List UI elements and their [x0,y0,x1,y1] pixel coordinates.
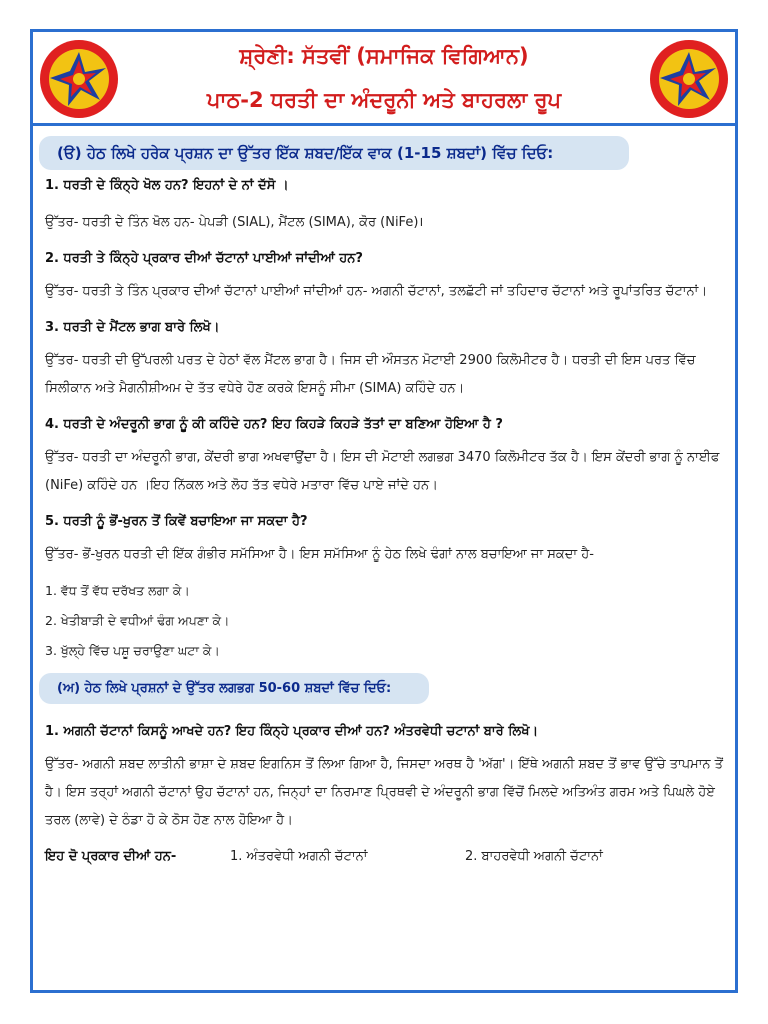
type-extrusive: 2. ਬਾਹਰਵੇਧੀ ਅਗਨੀ ਚੱਟਾਨਾਂ [465,849,603,864]
page-header [33,32,735,126]
answer-5: ਉੱਤਰ- ਭੋਂ-ਖੁਰਨ ਧਰਤੀ ਦੀ ਇੱਕ ਗੰਭੀਰ ਸਮੱਸਿਆ ਹੈ। ਇਸ ਸਮੱਸਿਆ ਨੂੰ ਹੇਠ ਲਿਖੇ ਢੰਗਾਂ ਨਾਲ ਬਚਾਇਆ ਜਾ ਸਕਦਾ ਹੈ- [45,547,594,562]
section-a-heading: (ੳ) ਹੇਠ ਲਿਖੇ ਹਰੇਕ ਪ੍ਰਸ਼ਨ ਦਾ ਉੱਤਰ ਇੱਕ ਸ਼ਬਦ/ਇੱਕ ਵਾਕ (1-15 ਸ਼ਬਦਾਂ) ਵਿੱਚ ਦਿਓ: [39,136,629,170]
type-intrusive: 1. ਅੰਤਰਵੇਧੀ ਅਗਨੀ ਚੱਟਾਨਾਂ [230,849,368,864]
lesson-title: ਪਾਠ-2 ਧਰਤੀ ਦਾ ਅੰਦਰੂਨੀ ਅਤੇ ਬਾਹਰਲਾ ਰੂਪ [206,88,562,112]
question-1: 1. ਧਰਤੀ ਦੇ ਕਿੰਨ੍ਹੇ ਖੋਲ ਹਨ? ਇਹਨਾਂ ਦੇ ਨਾਂ ਦੱਸੋ । [45,178,289,193]
question-3: 3. ਧਰਤੀ ਦੇ ਮੈਂਟਲ ਭਾਗ ਬਾਰੇ ਲਿਖੋ। [45,320,220,335]
answer-1: ਉੱਤਰ- ਧਰਤੀ ਦੇ ਤਿੰਨ ਖੋਲ ਹਨ- ਪੇਪੜੀ (SIAL), ਮੈਂਟਲ (SIMA), ਕੋਰ (NiFe)। [45,215,424,230]
question-2: 2. ਧਰਤੀ ਤੇ ਕਿੰਨ੍ਹੇ ਪ੍ਰਕਾਰ ਦੀਆਂ ਚੱਟਾਨਾਂ ਪਾਈਆਂ ਜਾਂਦੀਆਂ ਹਨ? [45,251,363,266]
school-emblem-right-icon [648,38,730,120]
question-4: 4. ਧਰਤੀ ਦੇ ਅੰਦਰੂਨੀ ਭਾਗ ਨੂੰ ਕੀ ਕਹਿੰਦੇ ਹਨ? ਇਹ ਕਿਹੜੇ ਕਿਹੜੇ ਤੱਤਾਂ ਦਾ ਬਣਿਆ ਹੋਇਆ ਹੈ ? [45,417,503,432]
list-item: 2. ਖੇਤੀਬਾੜੀ ਦੇ ਵਧੀਆਂ ਢੰਗ ਅਪਣਾ ਕੇ। [45,613,230,628]
worksheet-content [45,136,725,864]
long-answer-1: ਉੱਤਰ- ਅਗਨੀ ਸ਼ਬਦ ਲਾਤੀਨੀ ਭਾਸ਼ਾ ਦੇ ਸ਼ਬਦ ਇਗਨਿਸ ਤੋਂ ਲਿਆ ਗਿਆ ਹੈ, ਜਿਸਦਾ ਅਰਥ ਹੈ 'ਅੱਗ'। ਇੱਥੇ ਅਗਨੀ ਸ਼ਬਦ ਤੋਂ ਭਾਵ ਉੱਚੇ ਤਾਪਮਾਨ ਤੋਂ ਹੈ। ਇਸ ਤਰ੍ਹਾਂ ਅਗਨੀ ਚੱਟਾਨਾਂ ਉਹ ਚੱਟਾਨਾਂ ਹਨ, ਜਿਨ੍ਹਾਂ ਦਾ ਨਿਰਮਾਣ ਪ੍ਰਿਥਵੀ ਦੇ ਅੰਦਰੂਨੀ ਭਾਗ ਵਿੱਚੋਂ ਮਿਲਦੇ ਅਤਿਅੰਤ ਗਰਮ ਅਤੇ ਪਿਘਲੇ ਹੋਏ ਤਰਲ (ਲਾਵੇ) ਦੇ ਠੰਡਾ ਹੋ ਕੇ ਠੋਸ ਹੋਣ ਨਾਲ ਹੋਇਆ ਹੈ। [45,757,723,828]
answer-2: ਉੱਤਰ- ਧਰਤੀ ਤੇ ਤਿੰਨ ਪ੍ਰਕਾਰ ਦੀਆਂ ਚੱਟਾਨਾਂ ਪਾਈਆਂ ਜਾਂਦੀਆਂ ਹਨ- ਅਗਨੀ ਚੱਟਾਨਾਂ, ਤਲਛੱਟੀ ਜਾਂ ਤਹਿਦਾਰ ਚੱਟਾਨਾਂ ਅਤੇ ਰੂਪਾਂਤਰਿਤ ਚੱਟਾਨਾਂ। [45,284,708,299]
answer-3: ਉੱਤਰ- ਧਰਤੀ ਦੀ ਉੱਪਰਲੀ ਪਰਤ ਦੇ ਹੇਠਾਂ ਵੱਲ ਮੈਂਟਲ ਭਾਗ ਹੈ। ਜਿਸ ਦੀ ਔਸਤਨ ਮੋਟਾਈ 2900 ਕਿਲੋਮੀਟਰ ਹੈ। ਧਰਤੀ ਦੀ ਇਸ ਪਰਤ ਵਿੱਚ ਸਿਲੀਕਾਨ ਅਤੇ ਮੈਗਨੀਸ਼ੀਅਮ ਦੇ ਤੱਤ ਵਧੇਰੇ ਹੋਣ ਕਰਕੇ ਇਸਨੂੰ ਸੀਮਾ (SIMA) ਕਹਿੰਦੇ ਹਨ। [45,353,696,396]
long-question-1: 1. ਅਗਨੀ ਚੱਟਾਨਾਂ ਕਿਸਨੂੰ ਆਖਦੇ ਹਨ? ਇਹ ਕਿੰਨ੍ਹੇ ਪ੍ਰਕਾਰ ਦੀਆਂ ਹਨ? ਅੰਤਰਵੇਧੀ ਚਟਾਨਾਂ ਬਾਰੇ ਲਿਖੋ। [45,724,539,739]
rock-types-row [45,849,725,864]
list-item: 1. ਵੱਧ ਤੋਂ ਵੱਧ ਦਰੱਖਤ ਲਗਾ ਕੇ। [45,583,190,598]
question-5: 5. ਧਰਤੀ ਨੂੰ ਭੋਂ-ਖੁਰਨ ਤੋਂ ਕਿਵੇਂ ਬਚਾਇਆ ਜਾ ਸਕਦਾ ਹੈ? [45,514,308,529]
class-subject-title: ਸ਼੍ਰੇਣੀ: ਸੱਤਵੀਂ (ਸਮਾਜਿਕ ਵਿਗਿਆਨ) [239,44,529,68]
list-item: 3. ਖੁੱਲ੍ਹੇ ਵਿੱਚ ਪਸ਼ੂ ਚਰਾਉਣਾ ਘਟਾ ਕੇ। [45,643,220,658]
types-label: ਇਹ ਦੋ ਪ੍ਰਕਾਰ ਦੀਆਂ ਹਨ- [45,849,177,864]
answer-4: ਉੱਤਰ- ਧਰਤੀ ਦਾ ਅੰਦਰੂਨੀ ਭਾਗ, ਕੇਂਦਰੀ ਭਾਗ ਅਖਵਾਉਂਦਾ ਹੈ। ਇਸ ਦੀ ਮੋਟਾਈ ਲਗਭਗ 3470 ਕਿਲੋਮੀਟਰ ਤੱਕ ਹੈ। ਇਸ ਕੇਂਦਰੀ ਭਾਗ ਨੂੰ ਨਾਈਫ (NiFe) ਕਹਿੰਦੇ ਹਨ ।ਇਹ ਨਿੱਕਲ ਅਤੇ ਲੋਹ ਤੱਤ ਵਧੇਰੇ ਮਤਾਰਾ ਵਿੱਚ ਪਾਏ ਜਾਂਦੇ ਹਨ। [45,450,720,493]
section-b-heading: (ਅ) ਹੇਠ ਲਿਖੇ ਪ੍ਰਸ਼ਨਾਂ ਦੇ ਉੱਤਰ ਲਗਭਗ 50-60 ਸ਼ਬਦਾਂ ਵਿੱਚ ਦਿਓ: [39,673,429,704]
